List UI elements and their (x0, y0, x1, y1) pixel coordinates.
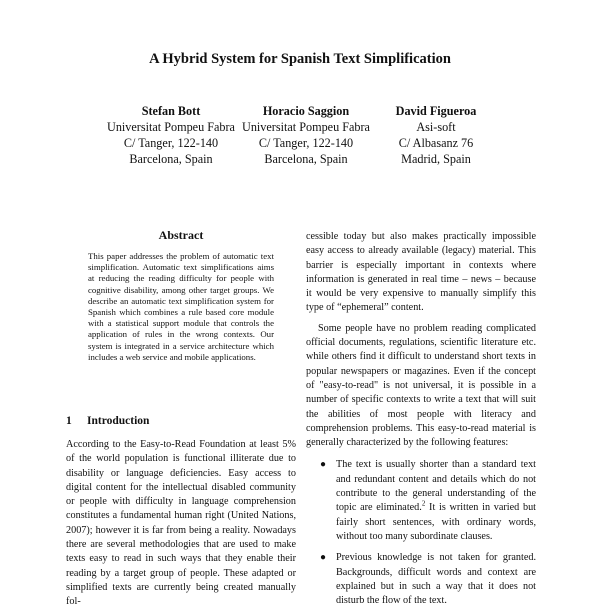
author-name: Horacio Saggion (262, 104, 350, 118)
footnote-marker[interactable]: 2 (421, 499, 426, 508)
author-affiliation: Asi-soft (416, 120, 456, 134)
author-affiliation: Universitat Pompeu Fabra (242, 120, 370, 134)
introduction-paragraph-3: Some people have no problem reading complicated official documents, regulations, scientific literature etc. while others find it difficult to understand short texts in popular newspapers or magazines. Even if the concept of "easy-to-read" is not universal, it is possible in a number of specific contexts to write a text that will suit the abilities of most people with literacy and comprehension problems. This easy-to-read material is generally characterized by the following features: (306, 322, 536, 449)
list-item-text: Previous knowledge is not taken for granted. Backgrounds, difficult words and context are explained but in such a way that it does not disturb the flow of the text. (336, 552, 536, 607)
section-number: 1 (66, 415, 72, 427)
author-name: David Figueroa (395, 104, 477, 118)
author-affiliation: Universitat Pompeu Fabra (107, 120, 235, 134)
author-city: Barcelona, Spain (129, 152, 213, 166)
list-item-text: The text is usually shorter than a standard text and redundant content and details which do not contribute to the general understanding of the topic are eliminated. (336, 459, 536, 514)
author-address: C/ Tanger, 122-140 (258, 136, 354, 150)
list-item (320, 458, 536, 544)
list-item-text-continued: It is written in varied but fairly short sentences, with ordinary words, without too many subordinate clauses. (336, 502, 536, 542)
author-address: C/ Tanger, 122-140 (123, 136, 219, 150)
section-heading-introduction (66, 415, 149, 427)
section-title: Introduction (87, 415, 150, 427)
bullet-icon: ● (320, 459, 327, 471)
bullet-icon: ● (320, 552, 327, 564)
paper-title: A Hybrid System for Spanish Text Simplification (149, 51, 451, 67)
introduction-paragraph-1: According to the Easy-to-Read Foundation at least 5% of the world population is functional illiterate due to disability or language deficiencies. Easy access to digital content for the intellectual disabled community or people with difficulty in language comprehension constitutes a fundamental human right (United Nations, 2007); however it is far from being a reality. Nowadays there are several methodologies that are used to make texts easy to read in such ways that they enable their reading by a target group of people. These adapted or simplified texts are currently being created manually fol- (66, 439, 296, 608)
author-city: Barcelona, Spain (264, 152, 348, 166)
author-city: Madrid, Spain (401, 152, 471, 166)
right-column (306, 230, 536, 615)
author-address: C/ Albasanz 76 (398, 136, 474, 150)
abstract-heading: Abstract (158, 228, 204, 242)
author-block-3 (351, 103, 521, 167)
introduction-paragraph-2: cessible today but also makes practically impossible easy access to already available (legacy) material. This barrier is especially important in contexts where information is generated in real time – news – because it would be very expensive to manually simplify this type of “ephemeral” content. (306, 231, 536, 314)
abstract-text: This paper addresses the problem of automatic text simplification. Automatic text simplifications aims at reducing the reading difficulty for people with cognitive disability, among other target groups. We describe an automatic text simplification system for Spanish which combines a rule based core module with a statistical support module that controls the application of rules in the wrong contexts. Our system is integrated in a service architecture which includes a web service and mobile applications. (88, 251, 274, 362)
author-name: Stefan Bott (141, 104, 201, 118)
features-list (306, 458, 536, 608)
